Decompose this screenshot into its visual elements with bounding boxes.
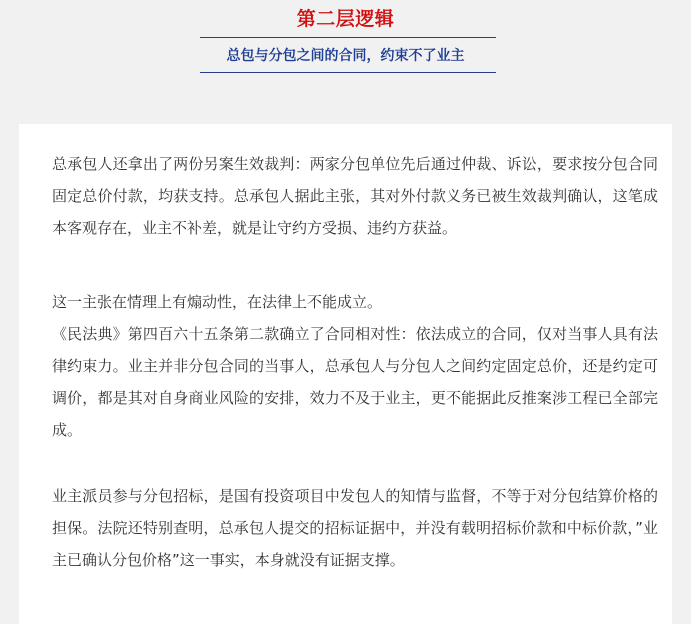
article-paragraph: 业主派员参与分包招标，是国有投资项目中发包人的知情与监督，不等于对分包结算价格的担保。法院还特别查明，总承包人提交的招标证据中，并没有载明招标价款和中标价款，”业主已确认分包价格”这一事实，本身就没有证据支撑。	[52, 487, 658, 569]
section-title: 第二层逻辑	[296, 8, 395, 30]
subtitle-bottom-rule	[200, 72, 496, 73]
article-card	[19, 124, 672, 624]
section-header	[0, 0, 691, 90]
article-paragraph: 总承包人还拿出了两份另案生效裁判：两家分包单位先后通过仲裁、诉讼，要求按分包合同固定总价付款，均获支持。总承包人据此主张，其对外付款义务已被生效裁判确认，这笔成本客观存在，业主不补差，就是让守约方受损、违约方获益。	[52, 155, 658, 237]
article-paragraph: 这一主张在情理上有煽动性，在法律上不能成立。	[52, 293, 383, 311]
section-subtitle: 总包与分包之间的合同，约束不了业主	[226, 48, 465, 64]
article-paragraph: 《民法典》第四百六十五条第二款确立了合同相对性：依法成立的合同，仅对当事人具有法律约束力。业主并非分包合同的当事人，总承包人与分包人之间约定固定总价，还是约定可调价，都是其对自身商业风险的安排，效力不及于业主，更不能据此反推案涉工程已全部完成。	[52, 325, 658, 439]
subtitle-top-rule	[200, 37, 496, 38]
